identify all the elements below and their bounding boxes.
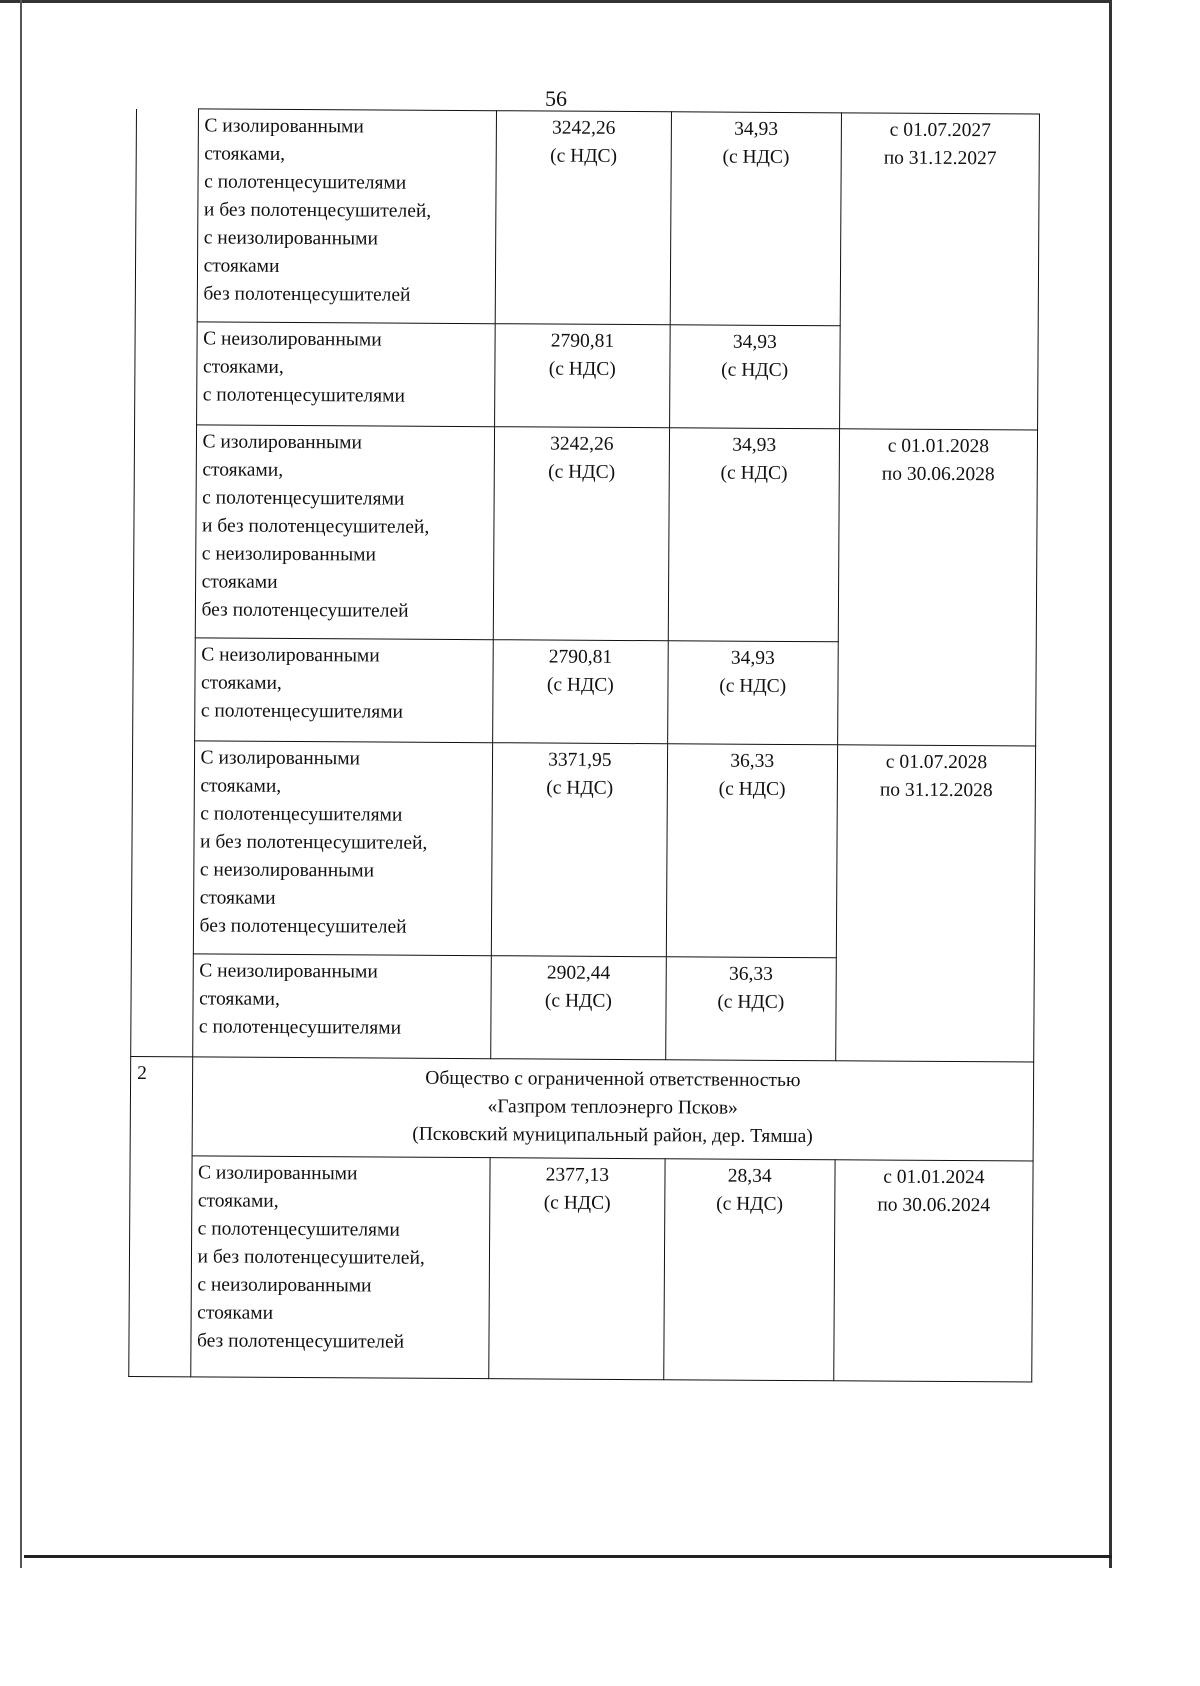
text-line: с 01.07.2028 xyxy=(885,751,988,774)
text-line: (с НДС) xyxy=(546,777,614,799)
text-line: без полотенцесушителей xyxy=(196,1330,405,1353)
norm-cell xyxy=(668,428,840,642)
text-line: с неизолированными xyxy=(197,1274,372,1297)
text-line: стояками, xyxy=(197,1190,279,1212)
text-line: стояками xyxy=(199,887,276,909)
scan-edge-top xyxy=(0,0,1112,3)
norm-cell xyxy=(666,744,838,958)
text-line: (с НДС) xyxy=(718,778,786,800)
organization-row xyxy=(130,1056,1034,1161)
text-line: по 30.06.2024 xyxy=(877,1194,991,1217)
text-line: (с НДС) xyxy=(544,990,612,1012)
text-line: 2790,81 xyxy=(548,646,613,668)
organization-location-line: (Псковский муниципальный район, дер. Тямша) xyxy=(412,1123,813,1148)
scan-edge-left xyxy=(20,0,22,1568)
tariff-table xyxy=(128,108,1040,1382)
number-cell-empty xyxy=(131,109,198,1057)
text-line: 36,33 xyxy=(728,963,773,985)
text-line: с неизолированными xyxy=(201,543,377,566)
text-line: 3371,95 xyxy=(548,749,612,771)
text-line: и без полотенцесушителей, xyxy=(197,1246,425,1269)
text-line: по 31.12.2028 xyxy=(879,779,993,802)
text-line: стояками, xyxy=(202,356,284,378)
organization-name-line: Общество с ограниченной ответственностью xyxy=(425,1067,801,1092)
text-line: стояками xyxy=(201,571,278,593)
text-line: стояками, xyxy=(199,988,280,1010)
text-line: (с НДС) xyxy=(548,461,616,483)
text-line: (с НДС) xyxy=(720,462,788,484)
text-line: (с НДС) xyxy=(717,991,785,1013)
text-line: С неизолированными xyxy=(203,328,382,351)
text-line: 28,34 xyxy=(727,1165,772,1187)
description-cell xyxy=(197,109,497,324)
text-line: 34,93 xyxy=(732,434,777,456)
organization-header xyxy=(192,1057,1034,1161)
organization-name-line: «Газпром теплоэнерго Псков» xyxy=(487,1096,738,1119)
text-line: стояками xyxy=(203,255,280,277)
text-line: стояками, xyxy=(200,672,282,694)
text-line: с 01.07.2027 xyxy=(889,119,992,142)
price-cell xyxy=(495,324,670,428)
norm-cell xyxy=(670,112,842,326)
text-line: с полотенцесушителями xyxy=(200,803,403,826)
scan-edge-right xyxy=(1109,0,1112,1568)
text-line: 2377,13 xyxy=(545,1164,610,1186)
text-line: и без полотенцесушителей, xyxy=(200,831,428,854)
text-line: (с НДС) xyxy=(716,1193,784,1215)
text-line: и без полотенцесушителей, xyxy=(203,199,432,222)
text-line: 36,33 xyxy=(730,750,775,772)
text-line: с неизолированными xyxy=(203,227,379,250)
text-line: (с НДС) xyxy=(550,145,618,167)
price-cell xyxy=(491,956,666,1060)
period-cell xyxy=(838,429,1038,746)
description-cell xyxy=(193,741,493,956)
scan-edge-bottom xyxy=(24,1555,1112,1558)
price-cell xyxy=(491,743,667,957)
text-line: с полотенцесушителями xyxy=(202,487,405,510)
text-line: по 30.06.2028 xyxy=(881,463,995,486)
price-cell xyxy=(489,1158,665,1380)
text-line: стояками, xyxy=(200,775,282,797)
norm-cell xyxy=(663,1159,835,1381)
text-line: с 01.01.2024 xyxy=(883,1166,985,1189)
text-line: стояками xyxy=(197,1302,274,1324)
text-line: без полотенцесушителей xyxy=(201,599,409,622)
text-line: (с НДС) xyxy=(548,358,616,380)
text-line: с полотенцесушителями xyxy=(202,384,405,407)
text-line: С изолированными xyxy=(197,1162,358,1185)
text-line: стояками, xyxy=(202,459,284,481)
text-line: С изолированными xyxy=(204,115,364,138)
table-row xyxy=(129,1155,1033,1382)
text-line: 34,93 xyxy=(730,647,775,669)
description-cell xyxy=(190,1156,490,1379)
page-number: 56 xyxy=(545,86,567,111)
text-line: по 31.12.2027 xyxy=(883,147,997,170)
text-line: С изолированными xyxy=(202,431,363,454)
text-line: с неизолированными xyxy=(199,859,375,882)
text-line: (с НДС) xyxy=(719,675,787,697)
price-cell xyxy=(493,427,669,641)
price-cell xyxy=(493,640,668,744)
text-line: С неизолированными xyxy=(199,960,378,983)
text-line: без полотенцесушителей xyxy=(203,283,411,306)
text-line: 3242,26 xyxy=(550,433,614,455)
text-line: с полотенцесушителями xyxy=(197,1218,400,1241)
text-line: с полотенцесушителями xyxy=(198,1016,402,1039)
norm-cell xyxy=(667,641,838,745)
text-line: (с НДС) xyxy=(546,674,614,696)
row-number-cell: 2 xyxy=(129,1056,193,1376)
description-cell xyxy=(194,638,493,743)
text-line: 2902,44 xyxy=(546,962,611,984)
text-line: с полотенцесушителями xyxy=(200,700,404,723)
period-cell xyxy=(839,113,1039,430)
table-row xyxy=(133,424,1037,643)
text-line: (с НДС) xyxy=(721,359,789,381)
price-cell xyxy=(495,111,671,325)
text-line: с 01.01.2028 xyxy=(887,435,990,458)
description-cell xyxy=(192,954,491,1059)
text-line: 3242,26 xyxy=(552,117,616,139)
norm-cell xyxy=(669,325,840,429)
table-row xyxy=(131,740,1035,959)
text-line: 34,93 xyxy=(734,118,779,140)
period-cell xyxy=(834,1160,1033,1382)
text-line: С неизолированными xyxy=(201,644,380,667)
text-line: без полотенцесушителей xyxy=(199,915,407,938)
description-cell xyxy=(195,425,495,640)
text-line: стояками, xyxy=(204,143,286,165)
text-line: и без полотенцесушителей, xyxy=(201,515,430,538)
norm-cell xyxy=(665,957,836,1061)
table-row xyxy=(135,109,1039,328)
text-line: С изолированными xyxy=(200,747,361,770)
text-line: (с НДС) xyxy=(543,1192,611,1214)
period-cell xyxy=(836,745,1036,1062)
text-line: 34,93 xyxy=(732,331,777,353)
text-line: с полотенцесушителями xyxy=(204,171,407,194)
text-line: 2790,81 xyxy=(550,330,615,352)
text-line: (с НДС) xyxy=(722,146,790,168)
description-cell xyxy=(196,322,495,427)
